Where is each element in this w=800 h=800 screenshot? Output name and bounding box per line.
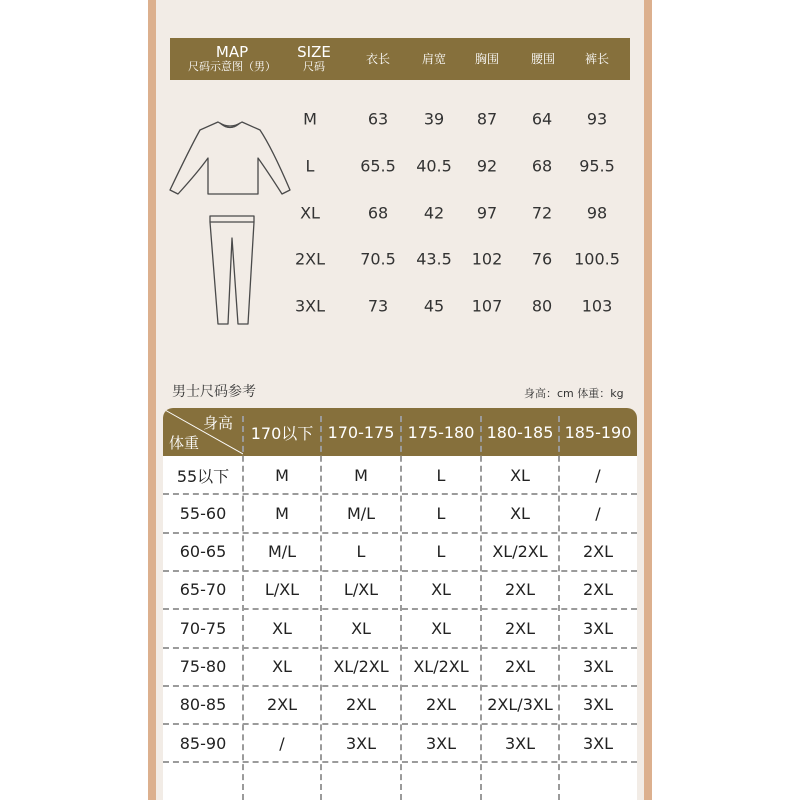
recommended-size: XL/2XL: [492, 542, 548, 562]
measurement-value: 68: [367, 203, 389, 223]
recommended-size: XL: [510, 465, 530, 485]
recommended-size: L: [436, 542, 446, 562]
reference-units: 身高：cm 体重：kg: [524, 387, 624, 400]
measurement-value: 103: [581, 296, 613, 316]
recommended-size: M: [275, 465, 289, 485]
height-range-header: 170以下: [250, 423, 314, 443]
measurement-value: 63: [367, 109, 389, 129]
size-subtitle: 尺码: [303, 60, 325, 73]
recommended-size: XL: [510, 503, 530, 523]
measurement-value: 95.5: [579, 156, 615, 176]
weight-range-label: 75-80: [179, 657, 227, 676]
recommended-size: XL/2XL: [413, 657, 469, 676]
size-label: XL: [300, 203, 320, 223]
recommended-size: 3XL: [582, 695, 614, 715]
col-header-pants-length: 裤长: [584, 52, 609, 66]
measurement-value: 93: [586, 109, 608, 129]
recommended-size: 2XL: [582, 542, 614, 562]
measurement-value: 70.5: [360, 249, 396, 269]
measurement-value: 92: [476, 156, 498, 176]
col-header-chest: 胸围: [474, 52, 499, 66]
recommended-size: L: [436, 465, 446, 485]
size-title: SIZE: [297, 43, 331, 61]
column-divider: [400, 416, 402, 800]
recommended-size: M: [354, 465, 368, 485]
size-label: 2XL: [294, 249, 326, 269]
measurement-value: 68: [531, 156, 553, 176]
recommended-size: XL/2XL: [333, 657, 389, 676]
measurement-value: 76: [531, 249, 553, 269]
size-label: 3XL: [294, 296, 326, 316]
recommended-size: /: [279, 733, 285, 753]
height-range-header: 175-180: [407, 422, 475, 442]
weight-range-label: 65-70: [179, 580, 227, 600]
recommended-size: XL: [272, 657, 292, 676]
recommended-size: /: [595, 465, 601, 485]
corner-height-label: 身高: [203, 414, 234, 432]
recommended-size: 2XL: [504, 657, 536, 676]
measurement-value: 107: [471, 296, 503, 316]
recommended-size: L: [436, 503, 446, 523]
recommended-size: 2XL: [345, 695, 377, 715]
map-subtitle: 尺码示意图（男）: [188, 60, 276, 73]
weight-range-label: 55-60: [179, 503, 227, 523]
reference-title: 男士尺码参考: [172, 384, 256, 400]
column-divider: [320, 416, 322, 800]
recommended-size: 3XL: [425, 733, 457, 753]
garment-illustration: [160, 112, 300, 332]
size-label: M: [303, 109, 317, 129]
map-header-cell: [170, 38, 294, 80]
measurement-value: 43.5: [416, 249, 452, 269]
recommended-size: 2XL/3XL: [487, 695, 553, 715]
recommended-size: L/XL: [343, 580, 379, 600]
recommended-size: L/XL: [264, 580, 300, 600]
col-header-waist: 腰围: [530, 52, 555, 66]
recommended-size: M/L: [267, 542, 297, 562]
recommended-size: 2XL: [425, 695, 457, 715]
recommended-size: 3XL: [345, 733, 377, 753]
measurement-value: 100.5: [574, 249, 620, 269]
measurement-value: 97: [476, 203, 498, 223]
size-header-cell: [290, 38, 338, 80]
recommended-size: M: [275, 503, 289, 523]
recommended-size: 3XL: [582, 733, 614, 753]
recommended-size: XL: [431, 618, 451, 638]
measurement-value: 42: [423, 203, 445, 223]
height-range-header: 170-175: [327, 422, 395, 442]
shirt-icon: [170, 122, 290, 194]
measurement-value: 80: [531, 296, 553, 316]
col-header-length: 衣长: [365, 52, 390, 66]
measurement-value: 73: [367, 296, 389, 316]
size-label: L: [305, 156, 315, 176]
recommended-size: 2XL: [504, 618, 536, 638]
recommended-size: L: [356, 542, 366, 562]
recommended-size: XL: [272, 618, 292, 638]
map-title: MAP: [215, 43, 249, 61]
weight-range-label: 60-65: [179, 542, 227, 562]
recommended-size: 2XL: [504, 580, 536, 600]
recommended-size: 2XL: [582, 580, 614, 600]
measurement-value: 98: [586, 203, 608, 223]
height-range-header: 185-190: [564, 422, 632, 442]
measurement-value: 65.5: [360, 156, 396, 176]
measurement-value: 72: [531, 203, 553, 223]
measurement-value: 87: [476, 109, 498, 129]
weight-range-label: 70-75: [179, 618, 227, 638]
measurement-header: [170, 38, 630, 80]
column-divider: [480, 416, 482, 800]
recommended-size: 3XL: [504, 733, 536, 753]
recommended-size: 3XL: [582, 657, 614, 676]
weight-range-label: 55以下: [176, 466, 230, 486]
weight-range-label: 80-85: [179, 695, 227, 715]
corner-weight-label: 体重: [169, 434, 200, 452]
recommended-size: 2XL: [266, 695, 298, 715]
measurement-value: 40.5: [416, 156, 452, 176]
size-reference-table: [163, 408, 637, 800]
measurement-value: 64: [531, 109, 553, 129]
height-range-header: 180-185: [486, 422, 554, 442]
pants-icon: [210, 216, 254, 324]
recommended-size: M/L: [346, 503, 376, 523]
measurement-value: 45: [423, 296, 445, 316]
col-header-shoulder: 肩宽: [421, 52, 446, 66]
measurement-value: 102: [471, 249, 503, 269]
column-divider: [558, 416, 560, 800]
measurement-value: 39: [423, 109, 445, 129]
recommended-size: 3XL: [582, 618, 614, 638]
weight-range-label: 85-90: [179, 733, 227, 753]
column-divider: [242, 416, 244, 800]
recommended-size: XL: [431, 580, 451, 600]
recommended-size: XL: [351, 618, 371, 638]
recommended-size: /: [595, 503, 601, 523]
